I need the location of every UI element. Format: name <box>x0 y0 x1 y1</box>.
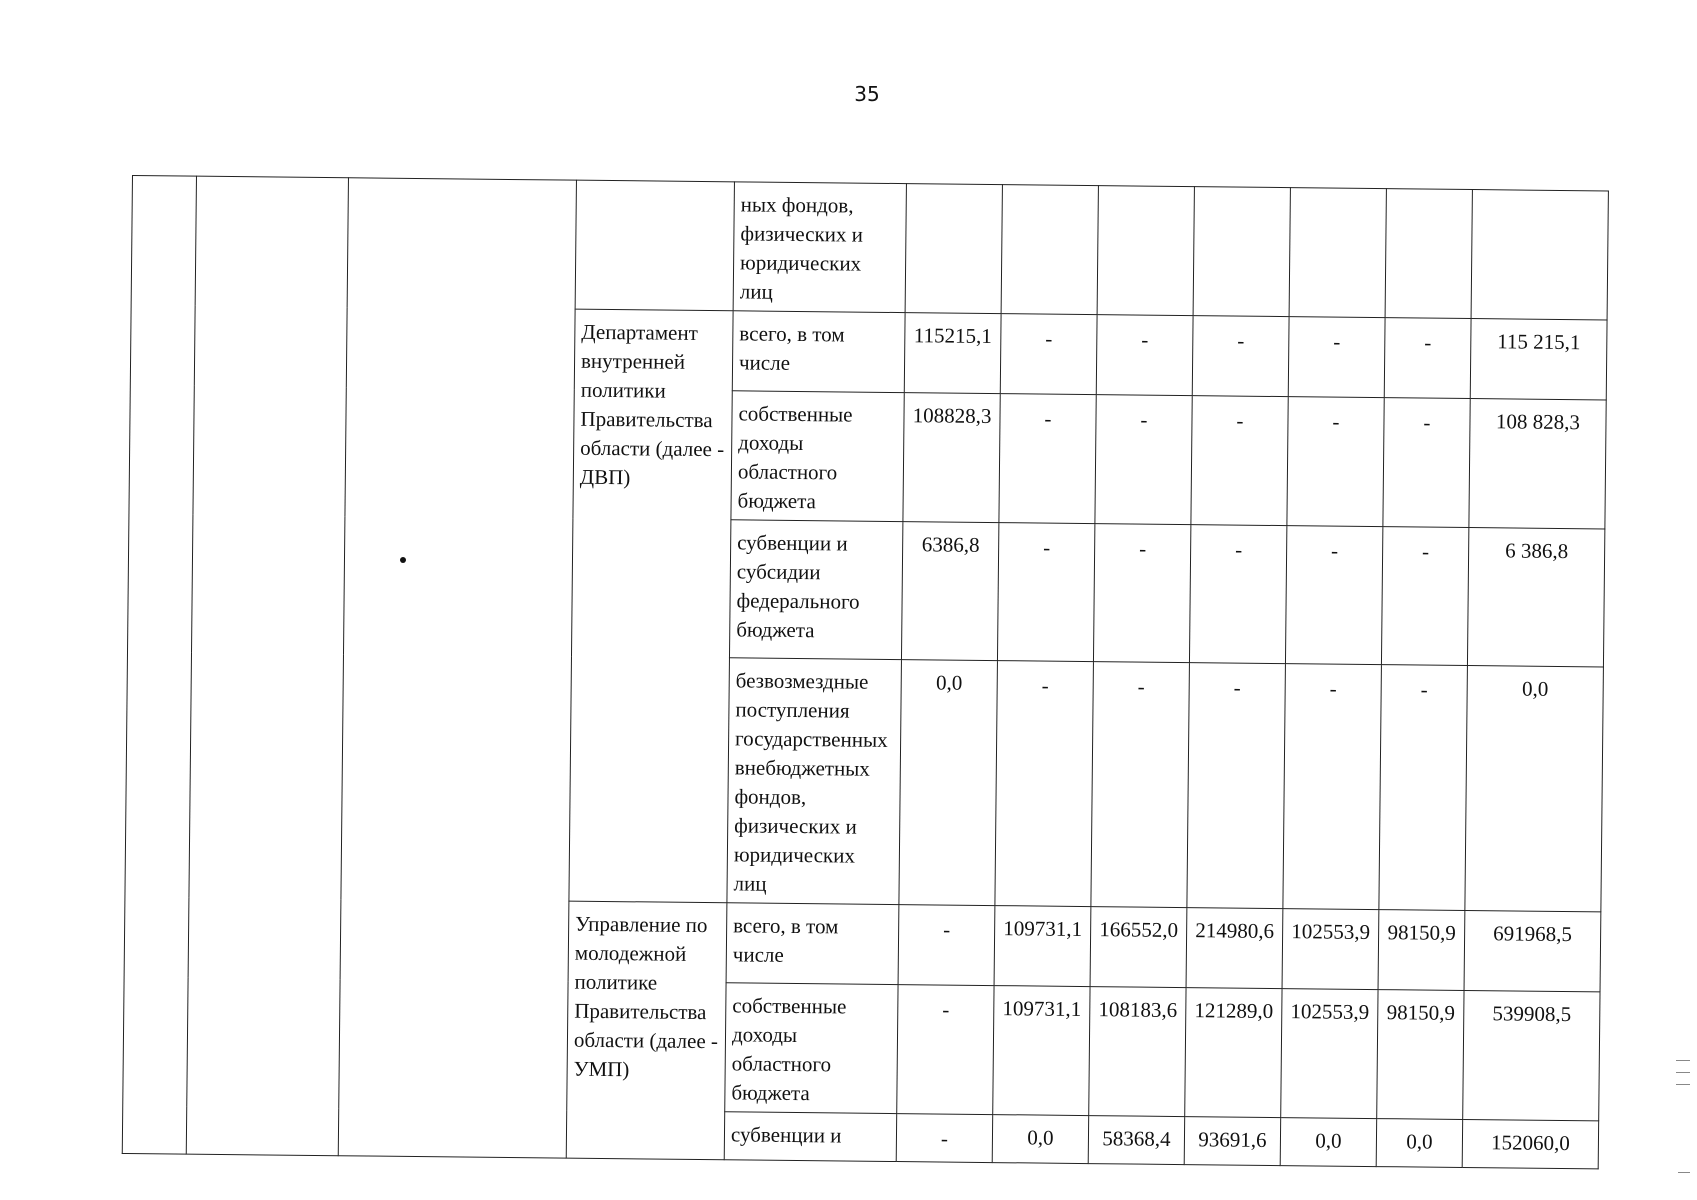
budget-table <box>122 175 1609 1169</box>
value-cell: - <box>1384 318 1471 399</box>
value-cell: 109731,1 <box>993 986 1090 1116</box>
value-cell: - <box>1095 395 1192 525</box>
value-cell: 102553,9 <box>1282 909 1379 990</box>
funding-source: всего, в том числе <box>732 311 905 393</box>
total-cell: 115 215,1 <box>1470 319 1607 400</box>
funding-source: ных фондов, физических и юридических лиц <box>733 182 906 313</box>
value-cell: - <box>999 394 1096 524</box>
value-cell: 109731,1 <box>994 906 1091 987</box>
value-cell: 214980,6 <box>1186 908 1283 989</box>
funding-source: всего, в том числе <box>726 903 899 985</box>
value-cell: - <box>1189 525 1286 664</box>
value-cell: - <box>1093 524 1190 663</box>
edge-mark <box>1678 1172 1690 1173</box>
value-cell: 102553,9 <box>1281 989 1378 1119</box>
total-cell: 6 386,8 <box>1467 528 1604 667</box>
empty-cell-number <box>122 176 196 1155</box>
value-cell: - <box>1091 662 1190 908</box>
department-dvp: Департамент внутренней политики Правительства области (далее - ДВП) <box>569 309 733 903</box>
value-cell: - <box>1379 665 1468 911</box>
value-cell: - <box>1381 527 1468 666</box>
edge-mark <box>1676 1060 1690 1061</box>
empty-cell-department <box>575 180 734 311</box>
value-cell: 6386,8 <box>901 522 998 661</box>
value-cell: 98150,9 <box>1378 910 1465 991</box>
value-cell <box>1385 189 1472 319</box>
total-cell: 152060,0 <box>1462 1119 1598 1168</box>
value-cell: - <box>997 523 1094 662</box>
value-cell: - <box>896 1114 992 1163</box>
value-cell: 0,0 <box>1280 1118 1376 1167</box>
department-ump: Управление по молодежной политике Правительства области (далее - УМП) <box>566 901 727 1160</box>
total-cell: 539908,5 <box>1463 990 1600 1120</box>
value-cell: - <box>1000 314 1097 395</box>
value-cell: 115215,1 <box>904 313 1001 394</box>
value-cell <box>1289 188 1386 318</box>
value-cell: - <box>897 985 994 1115</box>
edge-mark <box>1676 1084 1690 1085</box>
funding-source: безвозмездные поступления государственных внебюджетных фондов, физических и юридических лиц <box>727 658 902 905</box>
value-cell <box>905 184 1002 314</box>
empty-cell-name <box>338 178 576 1158</box>
empty-cell-code <box>186 176 348 1156</box>
value-cell: 121289,0 <box>1185 988 1282 1118</box>
value-cell: - <box>1287 397 1384 527</box>
total-cell: 691968,5 <box>1464 910 1601 991</box>
total-cell: 108 828,3 <box>1469 399 1606 529</box>
value-cell: 0,0 <box>1376 1119 1462 1168</box>
total-cell: 0,0 <box>1465 666 1604 912</box>
funding-source: субвенции и <box>724 1112 896 1162</box>
value-cell: - <box>898 905 995 986</box>
value-cell: - <box>1383 398 1470 528</box>
value-cell: 166552,0 <box>1090 907 1187 988</box>
value-cell <box>1001 185 1098 315</box>
page-number: 35 <box>854 82 880 106</box>
value-cell: 0,0 <box>992 1115 1088 1164</box>
value-cell: - <box>1283 664 1382 910</box>
value-cell <box>1097 186 1194 316</box>
edge-mark <box>1676 1072 1690 1073</box>
value-cell: - <box>995 661 1094 907</box>
value-cell: 93691,6 <box>1184 1117 1280 1166</box>
value-cell: - <box>1288 317 1385 398</box>
funding-source: субвенции и субсидии федерального бюджета <box>729 520 902 660</box>
table-row <box>131 176 1608 320</box>
value-cell: - <box>1285 526 1382 665</box>
value-cell <box>1193 187 1290 317</box>
value-cell: - <box>1192 316 1289 397</box>
funding-source: собственные доходы областного бюджета <box>725 983 898 1114</box>
budget-table-sheet <box>122 175 1608 1169</box>
value-cell: - <box>1096 315 1193 396</box>
value-cell: - <box>1191 396 1288 526</box>
value-cell: 58368,4 <box>1088 1116 1184 1165</box>
funding-source: собственные доходы областного бюджета <box>731 391 904 522</box>
value-cell: 108183,6 <box>1089 987 1186 1117</box>
value-cell: - <box>1187 663 1286 909</box>
value-cell: 0,0 <box>899 660 998 906</box>
value-cell: 108828,3 <box>903 393 1000 523</box>
total-cell <box>1471 190 1608 320</box>
value-cell: 98150,9 <box>1377 990 1464 1120</box>
